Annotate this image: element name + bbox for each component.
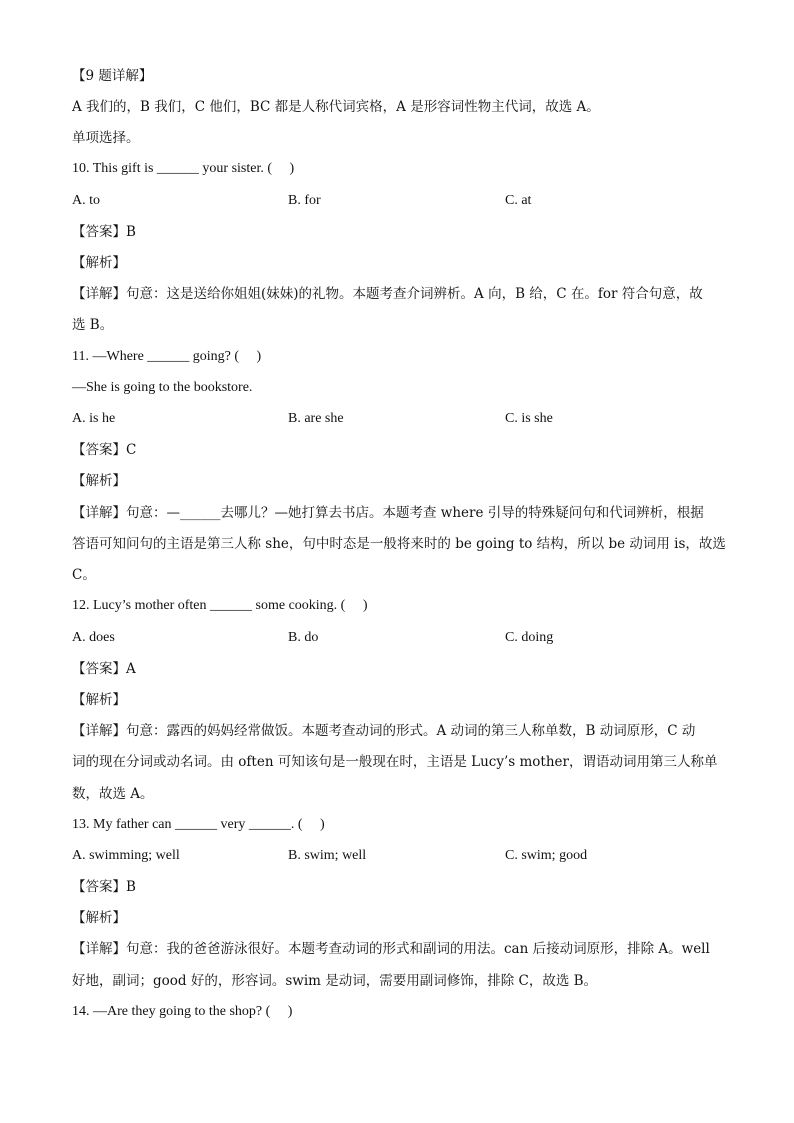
section-heading: 【9 题详解】 — [72, 68, 153, 84]
options-q13 — [0, 848, 794, 864]
question-12: 12. Lucy’s mother often ______ some cooking. ( ) — [72, 598, 368, 613]
detail-text: 数，故选 A。 — [72, 786, 154, 802]
option-b: B. are she — [288, 411, 344, 426]
analysis-label: 【解析】 — [72, 910, 126, 926]
analysis-label: 【解析】 — [72, 255, 126, 271]
detail-text: 【详解】句意：我的爸爸游泳很好。本题考查动词的形式和副词的用法。can 后接动词原形，排除 A。well — [72, 941, 710, 957]
answer-label: 【答案】A — [72, 661, 136, 677]
detail-text: 词的现在分词或动名词。由 often 可知该句是一般现在时，主语是 Lucy’s mother，谓语动词用第三人称单 — [72, 754, 718, 770]
option-c: C. is she — [505, 411, 553, 426]
answer-label: 【答案】C — [72, 442, 137, 458]
analysis-label: 【解析】 — [72, 692, 126, 708]
detail-text: 【详解】句意：这是送给你姐姐(妹妹)的礼物。本题考查介词辨析。A 向，B 给，C 在。for 符合句意，故 — [72, 286, 703, 302]
option-b: B. for — [288, 193, 321, 208]
answer-label: 【答案】B — [72, 224, 136, 240]
options-q12 — [0, 630, 794, 646]
section-title: 单项选择。 — [72, 130, 140, 146]
option-a: A. to — [72, 193, 100, 208]
question-11-reply: —She is going to the bookstore. — [72, 380, 253, 395]
answer-label: 【答案】B — [72, 879, 136, 895]
option-b: B. swim; well — [288, 848, 367, 863]
option-a: A. is he — [72, 411, 116, 426]
options-q11 — [0, 411, 794, 427]
option-a: A. does — [72, 630, 115, 645]
question-11: 11. —Where ______ going? ( ) — [72, 349, 262, 364]
explanation-text: A 我们的，B 我们，C 他们，BC 都是人称代词宾格，A 是形容词性物主代词，故选 A。 — [72, 99, 600, 115]
detail-text: 【详解】句意：—______去哪儿？—她打算去书店。本题考查 where 引导的特殊疑问句和代词辨析，根据 — [72, 505, 704, 521]
question-14: 14. —Are they going to the shop? ( ) — [72, 1004, 293, 1019]
option-b: B. do — [288, 630, 319, 645]
detail-text: C。 — [72, 567, 96, 583]
detail-text: 【详解】句意：露西的妈妈经常做饭。本题考查动词的形式。A 动词的第三人称单数，B 动词原形，C 动 — [72, 723, 696, 739]
option-c: C. doing — [505, 630, 554, 645]
detail-text: 选 B。 — [72, 317, 114, 333]
question-10: 10. This gift is ______ your sister. ( ) — [72, 161, 295, 176]
detail-text: 答语可知问句的主语是第三人称 she，句中时态是一般将来时的 be going to 结构，所以 be 动词用 is，故选 — [72, 536, 726, 552]
option-a: A. swimming; well — [72, 848, 180, 863]
option-c: C. swim; good — [505, 848, 588, 863]
detail-text: 好地，副词；good 好的，形容词。swim 是动词，需要用副词修饰，排除 C，故选 B。 — [72, 973, 598, 989]
analysis-label: 【解析】 — [72, 473, 126, 489]
option-c: C. at — [505, 193, 532, 208]
options-q10 — [0, 193, 794, 209]
question-13: 13. My father can ______ very ______. ( ) — [72, 817, 325, 832]
